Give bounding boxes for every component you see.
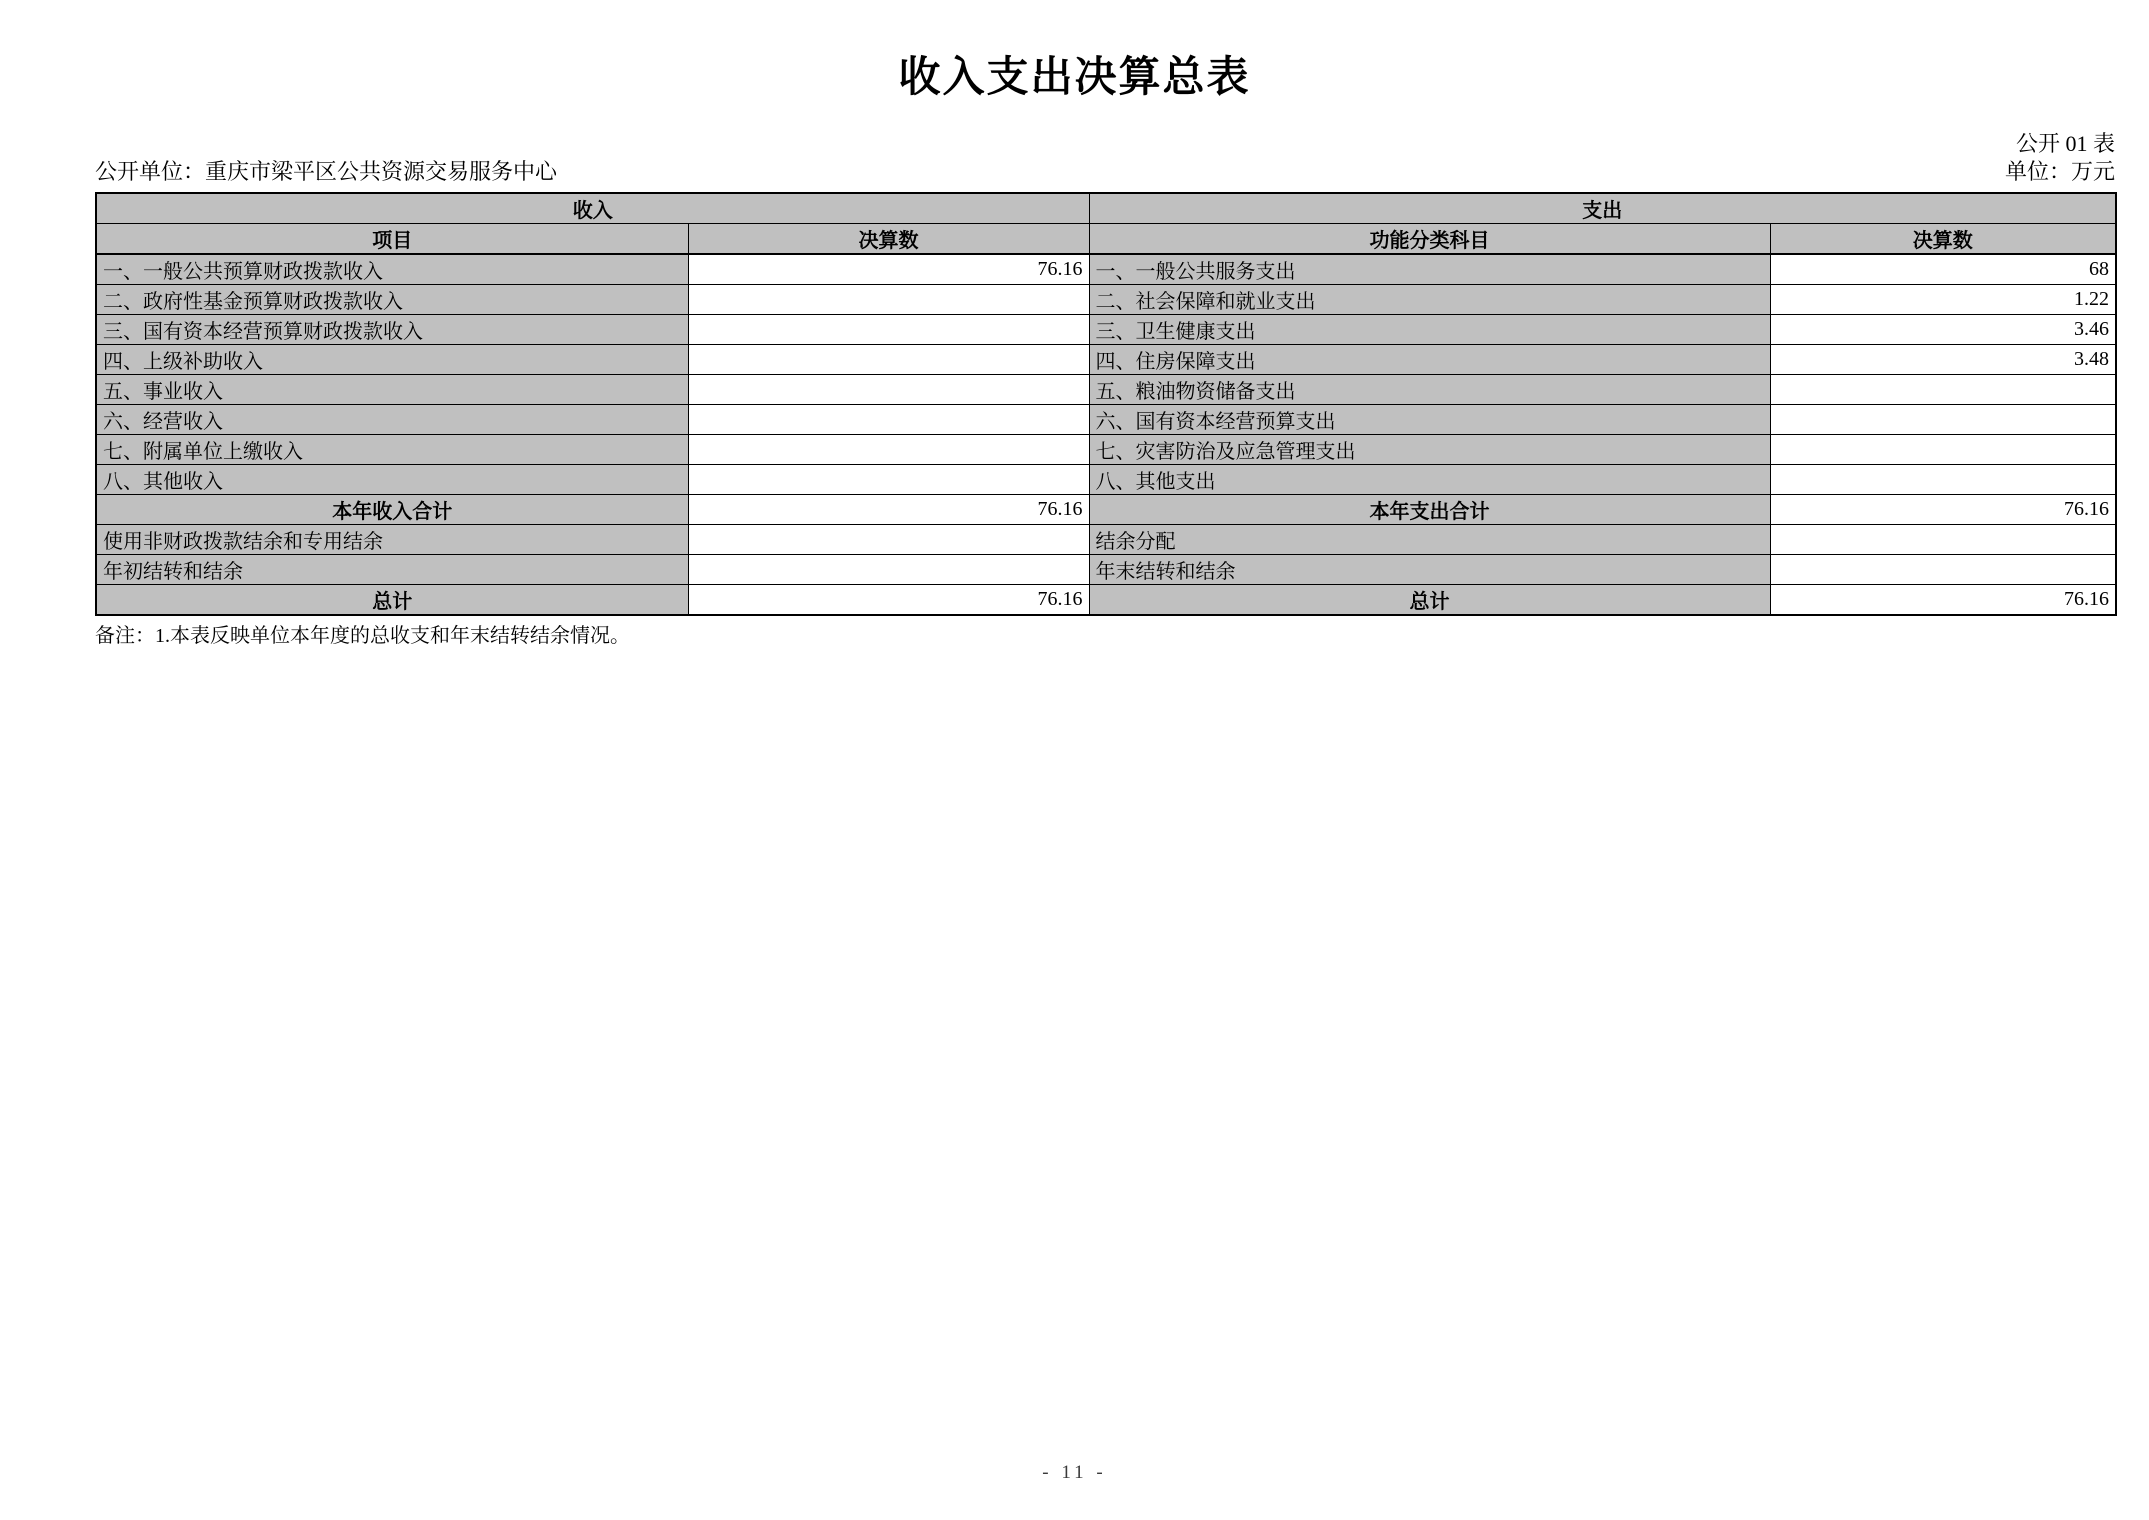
income-value-cell [688,405,1089,435]
expense-item-cell: 八、其他支出 [1089,465,1770,495]
income-value-cell: 76.16 [688,495,1089,525]
income-item-cell: 六、经营收入 [96,405,688,435]
table-row [96,465,2116,495]
expense-value-cell [1770,435,2116,465]
income-value-cell: 76.16 [688,585,1089,616]
expense-item-cell: 结余分配 [1089,525,1770,555]
table-row [96,405,2116,435]
expense-value-cell: 3.46 [1770,315,2116,345]
income-item-cell: 使用非财政拨款结余和专用结余 [96,525,688,555]
income-value-cell: 76.16 [688,254,1089,285]
income-value-cell [688,285,1089,315]
table-row [96,525,2116,555]
expense-item-cell: 四、住房保障支出 [1089,345,1770,375]
income-item-cell: 二、政府性基金预算财政拨款收入 [96,285,688,315]
page-number: - 11 - [1042,1462,1107,1483]
column-header-expense-item: 功能分类科目 [1089,224,1770,255]
table-row [96,555,2116,585]
table-body [96,254,2116,615]
expense-item-cell: 总计 [1089,585,1770,616]
expense-item-cell: 本年支出合计 [1089,495,1770,525]
expense-item-cell: 二、社会保障和就业支出 [1089,285,1770,315]
income-value-cell [688,345,1089,375]
table-row [96,585,2116,616]
table-row [96,285,2116,315]
expense-item-cell: 一、一般公共服务支出 [1089,254,1770,285]
expense-value-cell: 3.48 [1770,345,2116,375]
income-value-cell [688,465,1089,495]
expense-value-cell: 76.16 [1770,585,2116,616]
section-header-expense: 支出 [1089,193,2116,224]
income-value-cell [688,375,1089,405]
table-code-label: 公开 01 表 [2015,131,2115,156]
expense-value-cell: 76.16 [1770,495,2116,525]
income-item-cell: 一、一般公共预算财政拨款收入 [96,254,688,285]
expense-value-cell [1770,375,2116,405]
income-item-cell: 本年收入合计 [96,495,688,525]
expense-value-cell: 68 [1770,254,2116,285]
expense-item-cell: 七、灾害防治及应急管理支出 [1089,435,1770,465]
column-header-income-item: 项目 [96,224,688,255]
expense-item-cell: 五、粮油物资储备支出 [1089,375,1770,405]
expense-value-cell [1770,555,2116,585]
section-header-income: 收入 [96,193,1089,224]
table-row [96,435,2116,465]
income-item-cell: 三、国有资本经营预算财政拨款收入 [96,315,688,345]
income-item-cell: 五、事业收入 [96,375,688,405]
expense-value-cell [1770,465,2116,495]
expense-value-cell: 1.22 [1770,285,2116,315]
unit-row [95,158,2115,186]
income-value-cell [688,435,1089,465]
section-header-row [96,193,2116,224]
page-title: 收入支出决算总表 [898,55,1251,101]
income-item-cell: 八、其他收入 [96,465,688,495]
income-value-cell [688,555,1089,585]
table-row [96,495,2116,525]
income-item-cell: 七、附属单位上缴收入 [96,435,688,465]
income-item-cell: 四、上级补助收入 [96,345,688,375]
table-row [96,375,2116,405]
income-value-cell [688,315,1089,345]
income-value-cell [688,525,1089,555]
public-unit-label: 公开单位：重庆市梁平区公共资源交易服务中心 [95,159,558,184]
table-row [96,315,2116,345]
unit-note-label: 单位：万元 [2004,159,2115,184]
budget-summary-table [95,192,2117,616]
table-head [96,193,2116,254]
column-header-expense-value: 决算数 [1770,224,2116,255]
table-row [96,345,2116,375]
income-item-cell: 总计 [96,585,688,616]
expense-item-cell: 年末结转和结余 [1089,555,1770,585]
column-header-income-value: 决算数 [688,224,1089,255]
expense-item-cell: 三、卫生健康支出 [1089,315,1770,345]
footnote: 备注：1.本表反映单位本年度的总收支和年末结转结余情况。 [95,625,630,647]
expense-value-cell [1770,405,2116,435]
table-row [96,254,2116,285]
expense-item-cell: 六、国有资本经营预算支出 [1089,405,1770,435]
expense-value-cell [1770,525,2116,555]
income-item-cell: 年初结转和结余 [96,555,688,585]
column-header-row [96,224,2116,255]
